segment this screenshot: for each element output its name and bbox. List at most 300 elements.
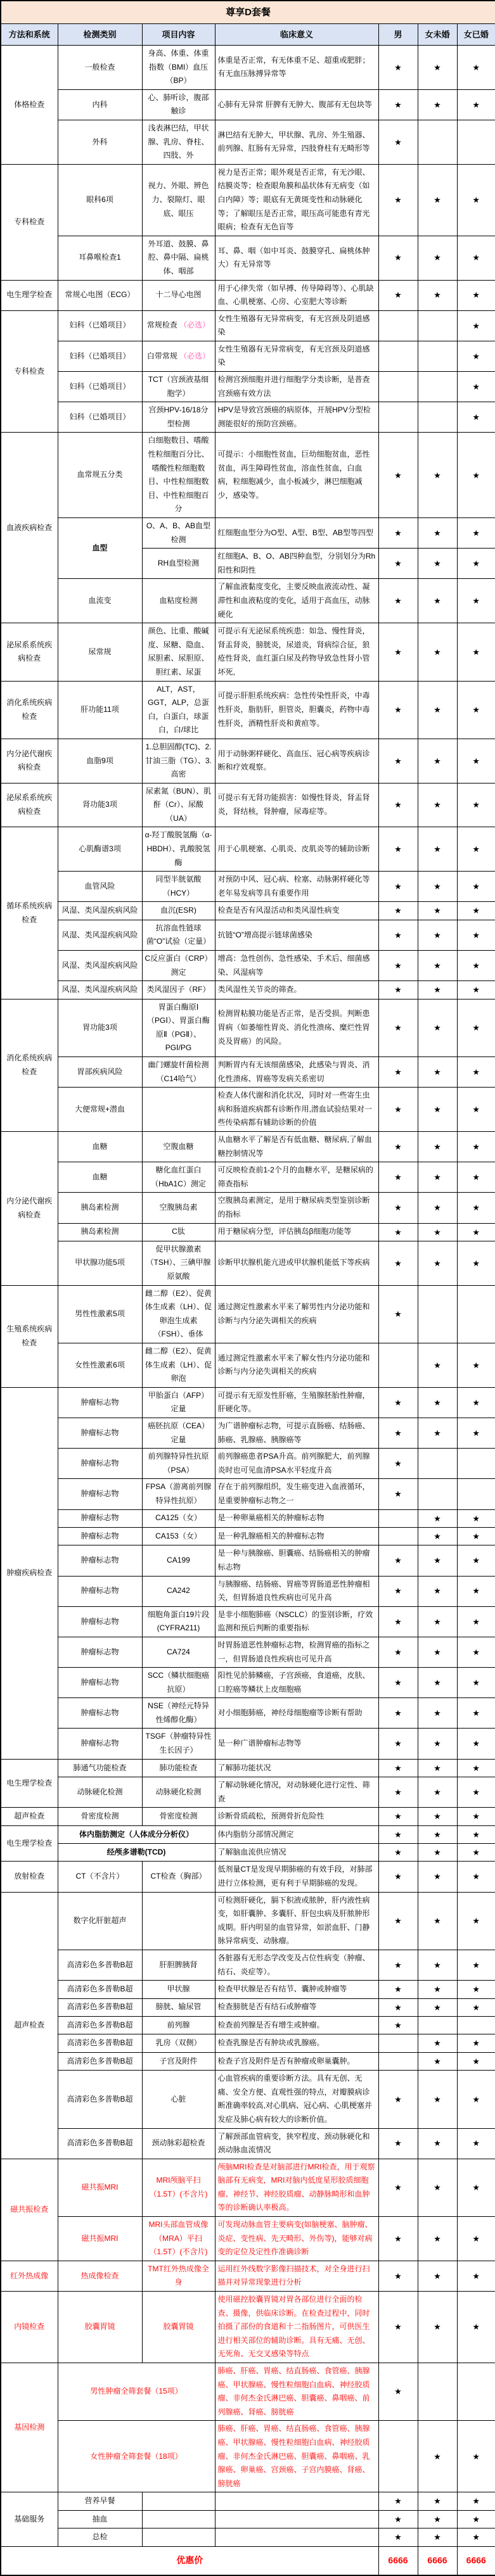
star-female-unmarried: ★ bbox=[418, 2034, 457, 2052]
column-header-5: 女未婚 bbox=[418, 24, 457, 46]
star-male: ★ bbox=[378, 2510, 418, 2528]
star-female-married bbox=[457, 1449, 495, 1479]
item-cell: SCC（鳞状细胞癌抗原） bbox=[142, 1668, 215, 1698]
star-male: ★ bbox=[378, 1131, 418, 1162]
clinical-meaning-cell: 用于糖尿病分型，评估胰岛β细胞功能等 bbox=[215, 1223, 378, 1241]
star-female-married: ★ bbox=[457, 46, 495, 90]
star-female-married bbox=[457, 120, 495, 164]
clinical-meaning-cell: 从血糖水平了解是否有低血糖、糖尿病,了解血糖控制情况等 bbox=[215, 1131, 378, 1162]
star-female-married: ★ bbox=[457, 2128, 495, 2159]
category-cell: 高清彩色多普勒B超 bbox=[58, 2071, 142, 2128]
table-row bbox=[1, 872, 495, 902]
star-female-married: ★ bbox=[457, 1637, 495, 1667]
clinical-meaning-cell bbox=[215, 2510, 378, 2528]
system-cell: 生殖系统疾病检查 bbox=[1, 1285, 58, 1387]
star-female-unmarried: ★ bbox=[418, 1527, 457, 1545]
star-female-unmarried: ★ bbox=[418, 1223, 457, 1241]
clinical-meaning-cell: 心血管疾病的重要诊断方法。具有无创、无痛、安全方便、直观性强的特点，对瓣膜病诊断准确率较高,对心肌病、冠心病、心肌梗塞并发症及肺心病有较大的诊断价值。 bbox=[215, 2071, 378, 2128]
category-cell: 尿常规 bbox=[58, 623, 142, 681]
item-cell: 乳房（双侧） bbox=[142, 2034, 215, 2052]
star-female-married: ★ bbox=[457, 2071, 495, 2128]
table-row bbox=[1, 2071, 495, 2128]
system-cell: 红外热成像 bbox=[1, 2261, 58, 2291]
system-cell: 血液疾病检查 bbox=[1, 433, 58, 623]
clinical-meaning-cell: 阳性见於肺鳞癌，子宫颈癌，食道癌，皮肤、口腔癌等鳞状上皮细胞癌 bbox=[215, 1668, 378, 1698]
item-cell: 促甲状腺激素（TSH）、三碘甲腺原氨酸 bbox=[142, 1241, 215, 1285]
star-male: ★ bbox=[378, 783, 418, 827]
category-cell: 大便常规+潜血 bbox=[58, 1088, 142, 1132]
item-cell: TSGF（肿瘤特异性生长因子） bbox=[142, 1729, 215, 1759]
star-male: ★ bbox=[378, 1825, 418, 1843]
category-cell: 动脉硬化检测 bbox=[58, 1777, 142, 1808]
star-male: ★ bbox=[378, 1844, 418, 1862]
category-cell: 肿瘤标志物 bbox=[58, 1729, 142, 1759]
star-male: ★ bbox=[378, 1088, 418, 1132]
clinical-meaning-cell: 检查乳腺是否有肿块或乳腺癌。 bbox=[215, 2034, 378, 2052]
table-row bbox=[1, 280, 495, 310]
star-female-married: ★ bbox=[457, 1729, 495, 1759]
table-row bbox=[1, 1892, 495, 1950]
clinical-meaning-cell: 了解肺功能状况 bbox=[215, 1759, 378, 1777]
star-female-unmarried: ★ bbox=[418, 1808, 457, 1825]
star-female-married: ★ bbox=[457, 372, 495, 402]
star-male bbox=[378, 2034, 418, 2052]
clinical-meaning-cell: 心肺有无异常 肝脾有无肿大、腹部有无包块等 bbox=[215, 89, 378, 120]
star-female-married: ★ bbox=[457, 2421, 495, 2492]
table-row bbox=[1, 518, 495, 549]
star-female-unmarried bbox=[418, 372, 457, 402]
category-cell: 营养早餐 bbox=[58, 2492, 142, 2510]
star-male: ★ bbox=[378, 1056, 418, 1087]
star-male: ★ bbox=[378, 2261, 418, 2291]
clinical-meaning-cell: 通过测定性激素水平来了解女性内分泌功能和诊断与内分泌失调相关的疾病 bbox=[215, 1343, 378, 1388]
star-female-married: ★ bbox=[457, 2492, 495, 2510]
clinical-meaning-cell: 用于心律失常（如早搏、传导障碍等）、心肌缺血、心肌梗塞、心房、心室肥大等诊断 bbox=[215, 280, 378, 310]
item-cell: FPSA（游离前列腺特异性抗原） bbox=[142, 1479, 215, 1509]
category-cell: 肿瘤标志物 bbox=[58, 1509, 142, 1527]
item-cell: 颈动脉彩超检查 bbox=[142, 2128, 215, 2159]
category-cell: 肿瘤标志物 bbox=[58, 1418, 142, 1449]
column-header-6: 女已婚 bbox=[457, 24, 495, 46]
star-female-married: ★ bbox=[457, 2034, 495, 2052]
clinical-meaning-cell: 可提示有无泌尿系统疾患：如急、慢性肾炎，肾盂肾炎，膀胱炎，尿道炎，肾病综合征，狼疮性肾炎，血红蛋白尿及药物导致急性肾小管坏死, bbox=[215, 623, 378, 681]
star-male: ★ bbox=[378, 1223, 418, 1241]
category-cell: 高清彩色多普勒B超 bbox=[58, 2128, 142, 2159]
item-cell: 白带常规 （必选） bbox=[142, 341, 215, 371]
star-female-unmarried bbox=[418, 341, 457, 371]
star-female-married: ★ bbox=[457, 999, 495, 1056]
category-cell: 高清彩色多普勒B超 bbox=[58, 2034, 142, 2052]
table-row bbox=[1, 1825, 495, 1843]
table-row bbox=[1, 1527, 495, 1545]
category-cell: CT（不含片） bbox=[58, 1862, 142, 1892]
category-cell: 外科 bbox=[58, 120, 142, 164]
clinical-meaning-cell: 检测宫颈细胞并进行细胞学分类诊断，是普查宫颈癌有效方法 bbox=[215, 372, 378, 402]
clinical-meaning-cell: 用于心肌梗塞、心肌炎、皮肌炎等的辅助诊断 bbox=[215, 827, 378, 872]
star-female-unmarried: ★ bbox=[418, 1892, 457, 1950]
star-female-unmarried bbox=[418, 2363, 457, 2421]
star-male bbox=[378, 402, 418, 433]
clinical-meaning-cell: 检测胃粘膜功能是否正常，是否受损。判断患胃病（如萎缩性胃炎、消化性溃疡、糜烂性胃炎及胃癌）的风险。 bbox=[215, 999, 378, 1056]
item-cell: 类风湿因子（RF） bbox=[142, 981, 215, 999]
table-row bbox=[1, 2261, 495, 2291]
table-row bbox=[1, 1862, 495, 1892]
star-male: ★ bbox=[378, 1892, 418, 1950]
category-cell: 热成像检查 bbox=[58, 2261, 142, 2291]
star-male: ★ bbox=[378, 1950, 418, 1980]
star-male: ★ bbox=[378, 1637, 418, 1667]
table-row bbox=[1, 1698, 495, 1729]
star-female-married: ★ bbox=[457, 1576, 495, 1606]
item-cell: 浅表淋巴结，甲状腺、乳房、脊柱、四肢、外 bbox=[142, 120, 215, 164]
clinical-meaning-cell: 检查甲状腺是否有结节、囊肿或肿瘤等 bbox=[215, 1981, 378, 1998]
star-female-married: ★ bbox=[457, 1056, 495, 1087]
clinical-meaning-cell: 是一种与胰腺癌、胆囊癌、结肠癌相关的肿瘤标志物 bbox=[215, 1545, 378, 1576]
star-female-unmarried: ★ bbox=[418, 2159, 457, 2216]
star-female-married bbox=[457, 2016, 495, 2034]
star-female-unmarried: ★ bbox=[418, 1825, 457, 1843]
star-female-married: ★ bbox=[457, 1825, 495, 1843]
item-cell: 胶囊胃镜 bbox=[142, 2292, 215, 2363]
clinical-meaning-cell: 通过测定性激素水平来了解男性内分泌功能和诊断与内分泌失调相关的疾病 bbox=[215, 1285, 378, 1343]
category-cell: 血常规五分类 bbox=[58, 433, 142, 518]
table-row bbox=[1, 1479, 495, 1509]
required-note: （必选） bbox=[177, 320, 210, 330]
star-male: ★ bbox=[378, 681, 418, 739]
star-female-married: ★ bbox=[457, 920, 495, 950]
price-row bbox=[1, 2546, 495, 2575]
category-cell: 妇科（已婚项目） bbox=[58, 341, 142, 371]
category-cell: 女性肿瘤全筛套餐（18项） bbox=[58, 2421, 215, 2492]
star-female-unmarried: ★ bbox=[418, 46, 457, 90]
star-female-unmarried: ★ bbox=[418, 579, 457, 623]
table-row bbox=[1, 1509, 495, 1527]
item-cell: 十二导心电图 bbox=[142, 280, 215, 310]
system-cell: 电生理学检查 bbox=[1, 1759, 58, 1808]
star-male: ★ bbox=[378, 1808, 418, 1825]
clinical-meaning-cell: 低剂量CT是发现早期肺癌的有效手段，对肺部进行立体检测，更有利于早期肺癌的发现。 bbox=[215, 1862, 378, 1892]
clinical-meaning-cell: 可发现动脉血管主要病变(如脑梗塞、脑肿瘤、炎症、变性病、先天畸形、外伤等)，能够对病变的定位及定性作准确诊断 bbox=[215, 2217, 378, 2261]
item-cell: 肺功能检查 bbox=[142, 1759, 215, 1777]
table-row bbox=[1, 372, 495, 402]
table-row bbox=[1, 1998, 495, 2016]
item-cell: 抗溶血性链球菌“O”试验（定量） bbox=[142, 920, 215, 950]
star-male: ★ bbox=[378, 920, 418, 950]
star-female-married: ★ bbox=[457, 1545, 495, 1576]
star-male: ★ bbox=[378, 120, 418, 164]
table-row bbox=[1, 433, 495, 518]
category-cell: 妇科（已婚项目） bbox=[58, 310, 142, 341]
star-male: ★ bbox=[378, 2159, 418, 2216]
clinical-meaning-cell: 检查前列腺是否有增生或肿瘤。 bbox=[215, 2016, 378, 2034]
star-male: ★ bbox=[378, 89, 418, 120]
star-female-married: ★ bbox=[457, 1844, 495, 1862]
star-female-unmarried bbox=[418, 1449, 457, 1479]
table-row bbox=[1, 2510, 495, 2528]
clinical-meaning-cell: 前列腺癌患者PSA升高。前列腺肥大，前列腺炎时也可见血清PSA水平轻度升高 bbox=[215, 1449, 378, 1479]
star-male bbox=[378, 1343, 418, 1388]
star-female-married: ★ bbox=[457, 1088, 495, 1132]
star-male: ★ bbox=[378, 739, 418, 783]
category-cell: 甲状腺功能5项 bbox=[58, 1241, 142, 1285]
star-female-unmarried: ★ bbox=[418, 1056, 457, 1087]
category-cell: 血型 bbox=[58, 518, 142, 579]
item-cell: 外耳道、鼓膜、鼻腔、鼻中隔、扁桃体、咽部 bbox=[142, 236, 215, 280]
star-male: ★ bbox=[378, 1162, 418, 1193]
item-cell: 骨密度检测 bbox=[142, 1808, 215, 1825]
table-row bbox=[1, 2034, 495, 2052]
star-male: ★ bbox=[378, 1479, 418, 1509]
star-female-married: ★ bbox=[457, 1509, 495, 1527]
clinical-meaning-cell: 可检测肝硬化，膈下积液或脓肿，肝内液性病变，如肝囊肿、多囊肝、肝包虫病及肝脓肿形成期。肝内明显的血管异常，如淤血肝、门静脉异常病变、动脉瘤。 bbox=[215, 1892, 378, 1950]
clinical-meaning-cell: 可提示肝胆系统疾病：急性传染性肝炎，中毒性肝炎，脂肪肝，胆管炎，胆囊炎，药物中毒性肝炎，酒精性肝炎和黄疸等。 bbox=[215, 681, 378, 739]
clinical-meaning-cell: 增高：急性创伤、急性感染、手术后、细菌感染、风湿病等 bbox=[215, 951, 378, 981]
system-cell: 循环系统疾病检查 bbox=[1, 827, 58, 999]
clinical-meaning-cell: 了解颈部血管病变，狭窄程度、颈动脉硬化和颈动脉血流情况 bbox=[215, 2128, 378, 2159]
star-male: ★ bbox=[378, 1981, 418, 1998]
package-title: 尊享D套餐 bbox=[1, 1, 495, 24]
item-cell: 血沉(ESR) bbox=[142, 902, 215, 920]
star-female-unmarried: ★ bbox=[418, 1637, 457, 1667]
system-cell: 电生理学检查 bbox=[1, 1825, 58, 1862]
clinical-meaning-cell: 用于动脉粥样硬化、高血压、冠心病等疾病诊断和疗效观察。 bbox=[215, 739, 378, 783]
star-female-married: ★ bbox=[457, 1892, 495, 1950]
star-female-married: ★ bbox=[457, 872, 495, 902]
star-female-married: ★ bbox=[457, 1418, 495, 1449]
star-male bbox=[378, 1509, 418, 1527]
category-cell: 男性肿瘤全筛套餐（15项） bbox=[58, 2363, 215, 2421]
star-male: ★ bbox=[378, 1418, 418, 1449]
item-cell: α-羟丁酸脱氢酶（α-HBDH）、乳酸脱氢酶 bbox=[142, 827, 215, 872]
item-cell: 白细胞数目、嗜酸性粒细胞百分比、嗜酸性粒细胞数目、中性粒细胞数目、中性粒细胞百分 bbox=[142, 433, 215, 518]
star-female-married: ★ bbox=[457, 1698, 495, 1729]
clinical-meaning-cell bbox=[215, 2492, 378, 2510]
table-row bbox=[1, 1981, 495, 1998]
star-female-unmarried: ★ bbox=[418, 1545, 457, 1576]
table-row bbox=[1, 1576, 495, 1606]
table-row bbox=[1, 783, 495, 827]
system-cell: 消化系统疾病检查 bbox=[1, 681, 58, 739]
system-cell: 内分泌代谢疾病检查 bbox=[1, 1131, 58, 1285]
item-cell: 心、肺听诊，腹部触诊 bbox=[142, 89, 215, 120]
category-cell: 风湿、类风湿疾病风险 bbox=[58, 981, 142, 999]
star-female-unmarried: ★ bbox=[418, 1131, 457, 1162]
table-row bbox=[1, 46, 495, 90]
category-cell: 肿瘤标志物 bbox=[58, 1668, 142, 1698]
item-cell: 前列腺特异性抗原（PSA） bbox=[142, 1449, 215, 1479]
system-cell: 磁共振检查 bbox=[1, 2159, 58, 2261]
star-male: ★ bbox=[378, 2292, 418, 2363]
star-female-unmarried: ★ bbox=[418, 1668, 457, 1698]
clinical-meaning-cell: 红细胞A、B、O、AB四种血型，分别划分为Rh阳性和阴性 bbox=[215, 549, 378, 579]
star-female-unmarried: ★ bbox=[418, 2052, 457, 2070]
clinical-meaning-cell bbox=[215, 2528, 378, 2546]
star-male: ★ bbox=[378, 1759, 418, 1777]
price-female-unmarried: 6666 bbox=[418, 2546, 457, 2575]
star-female-married: ★ bbox=[457, 433, 495, 518]
clinical-meaning-cell: 抗链“O”增高提示链球菌感染 bbox=[215, 920, 378, 950]
star-female-married: ★ bbox=[457, 827, 495, 872]
clinical-meaning-cell: 与胰腺癌、结肠癌、胃癌等胃肠道恶性肿瘤相关，但胃肠道良性疾病也可见升高 bbox=[215, 1576, 378, 1606]
category-cell: 血流变 bbox=[58, 579, 142, 623]
table-row bbox=[1, 902, 495, 920]
item-cell bbox=[142, 1892, 215, 1950]
star-female-unmarried: ★ bbox=[418, 236, 457, 280]
clinical-meaning-cell: 了解脑血流供应情况 bbox=[215, 1844, 378, 1862]
clinical-meaning-cell: 淋巴结有无肿大，甲状腺、乳房、外生殖器、前列腺、肛肠有无异常，四肢脊柱有无畸形等 bbox=[215, 120, 378, 164]
star-female-unmarried bbox=[418, 120, 457, 164]
star-male: ★ bbox=[378, 999, 418, 1056]
clinical-meaning-cell: 可提示：小细胞性贫血，巨幼细胞贫血，恶性贫血，再生障碍性贫血，溶血性贫血，白血病，粒细胞减少，血小板减少，淋巴细胞减少，感染等。 bbox=[215, 433, 378, 518]
table-row bbox=[1, 999, 495, 1056]
clinical-meaning-cell: 肺癌、肝癌、胃癌、结直肠癌、食管癌、胰腺癌、甲状腺癌、慢性粒细胞白血病、神经胶质瘤、非何杰金氏淋巴癌、胆囊癌、鼻咽癌、前列腺癌、肾癌、膀胱癌 bbox=[215, 2363, 378, 2421]
table-row bbox=[1, 310, 495, 341]
star-female-unmarried: ★ bbox=[418, 2292, 457, 2363]
table-row bbox=[1, 2528, 495, 2546]
star-female-married: ★ bbox=[457, 2510, 495, 2528]
star-male: ★ bbox=[378, 164, 418, 236]
item-cell: 子宫及附件 bbox=[142, 2052, 215, 2070]
star-female-unmarried: ★ bbox=[418, 2510, 457, 2528]
category-cell: 一般检查 bbox=[58, 46, 142, 90]
category-cell: 磁共振MRI bbox=[58, 2159, 142, 2216]
star-male: ★ bbox=[378, 1193, 418, 1223]
column-header-4: 男 bbox=[378, 24, 418, 46]
category-cell: 胰岛素检测 bbox=[58, 1223, 142, 1241]
item-cell: 尿素氮（BUN）、肌酐（Cr）、尿酸（UA） bbox=[142, 783, 215, 827]
item-cell: 视力、外眼、辨色力、裂隙灯、眼底、眼压 bbox=[142, 164, 215, 236]
table-row bbox=[1, 1759, 495, 1777]
item-cell: CA125（女） bbox=[142, 1509, 215, 1527]
clinical-meaning-cell: 视力是否正常；眼外观是否正常，有无沙眼、结膜炎等；检查眼角膜和晶状体有无病变（如白内障）等；眼底有无黄斑变性和动脉硬化等；了解眼压是否正常，眼压高可能患有青光眼病；检查有无色盲等 bbox=[215, 164, 378, 236]
star-female-unmarried: ★ bbox=[418, 902, 457, 920]
table-row bbox=[1, 1449, 495, 1479]
clinical-meaning-cell: 时胃肠道恶性肿瘤标志物，检测胃癌的指标之一，但胃肠道良性疾病也可见升高 bbox=[215, 1637, 378, 1667]
table-row bbox=[1, 1131, 495, 1162]
item-cell: 雌二醇（E2）、促黄体生成素（LH）、促卵泡 bbox=[142, 1343, 215, 1388]
star-male: ★ bbox=[378, 1729, 418, 1759]
item-cell: CA724 bbox=[142, 1637, 215, 1667]
star-male bbox=[378, 310, 418, 341]
star-female-married: ★ bbox=[457, 1759, 495, 1777]
star-male: ★ bbox=[378, 1862, 418, 1892]
star-female-unmarried: ★ bbox=[418, 2128, 457, 2159]
clinical-meaning-cell: 肺癌、肝癌、胃癌、结直肠癌、食管癌、胰腺癌、甲状腺癌、慢性粒细胞白血病、神经胶质瘤、非何杰金氏淋巴癌、胆囊癌、鼻咽癌、乳腺癌、卵巢癌、宫颈癌、子宫内膜癌、肾癌、膀胱癌 bbox=[215, 2421, 378, 2492]
star-female-married: ★ bbox=[457, 1998, 495, 2016]
table-row bbox=[1, 341, 495, 371]
system-cell: 体格检查 bbox=[1, 46, 58, 165]
table-row bbox=[1, 2016, 495, 2034]
item-cell: C肽 bbox=[142, 1223, 215, 1241]
star-male bbox=[378, 2421, 418, 2492]
clinical-meaning-cell: 是一种广谱肿瘤标志物等 bbox=[215, 1729, 378, 1759]
item-cell: 甲胎蛋白（AFP）定量 bbox=[142, 1387, 215, 1418]
star-female-unmarried: ★ bbox=[418, 1998, 457, 2016]
star-female-unmarried: ★ bbox=[418, 951, 457, 981]
star-male: ★ bbox=[378, 1576, 418, 1606]
table-row bbox=[1, 164, 495, 236]
item-cell bbox=[142, 1088, 215, 1132]
item-cell: 同型半胱氨酸（HCY） bbox=[142, 872, 215, 902]
category-cell: 高清彩色多普勒B超 bbox=[58, 1998, 142, 2016]
star-female-married bbox=[457, 1285, 495, 1343]
star-female-married: ★ bbox=[457, 1343, 495, 1388]
star-female-unmarried: ★ bbox=[418, 1844, 457, 1862]
star-male: ★ bbox=[378, 549, 418, 579]
star-female-unmarried: ★ bbox=[418, 1576, 457, 1606]
category-cell: 肿瘤标志物 bbox=[58, 1449, 142, 1479]
star-male: ★ bbox=[378, 518, 418, 549]
star-male: ★ bbox=[378, 872, 418, 902]
table-row bbox=[1, 1223, 495, 1241]
category-cell: 肿瘤标志物 bbox=[58, 1545, 142, 1576]
category-cell: 高清彩色多普勒B超 bbox=[58, 1981, 142, 1998]
star-female-unmarried: ★ bbox=[418, 518, 457, 549]
table-row bbox=[1, 1950, 495, 1980]
table-row bbox=[1, 2421, 495, 2492]
item-cell: 血粘度检测 bbox=[142, 579, 215, 623]
category-cell: 女性性激素6项 bbox=[58, 1343, 142, 1388]
star-male: ★ bbox=[378, 2492, 418, 2510]
item-cell: 宫颈HPV-16/18分型检测 bbox=[142, 402, 215, 433]
star-female-unmarried: ★ bbox=[418, 1162, 457, 1193]
star-female-unmarried: ★ bbox=[418, 2421, 457, 2492]
category-cell: 胃功能3项 bbox=[58, 999, 142, 1056]
table-row bbox=[1, 1637, 495, 1667]
star-female-married: ★ bbox=[457, 1223, 495, 1241]
star-male: ★ bbox=[378, 1698, 418, 1729]
category-cell: 风湿、类风湿疾病风险 bbox=[58, 951, 142, 981]
star-female-unmarried: ★ bbox=[418, 1509, 457, 1527]
clinical-meaning-cell: 诊断甲状腺机能亢进或甲状腺机能低下等疾病 bbox=[215, 1241, 378, 1285]
star-female-married bbox=[457, 2363, 495, 2421]
star-female-unmarried: ★ bbox=[418, 2261, 457, 2291]
item-cell: 空腹胰岛素 bbox=[142, 1193, 215, 1223]
star-male: ★ bbox=[378, 1606, 418, 1637]
star-female-married: ★ bbox=[457, 236, 495, 280]
star-male: ★ bbox=[378, 1241, 418, 1285]
star-female-married: ★ bbox=[457, 951, 495, 981]
item-cell: 空腹血糖 bbox=[142, 1131, 215, 1162]
table-row bbox=[1, 827, 495, 872]
table-row bbox=[1, 1844, 495, 1862]
clinical-meaning-cell: 是一种乳腺癌相关的肿瘤标志物 bbox=[215, 1527, 378, 1545]
item-cell: 幽门螺旋杆菌检测（C14哈气） bbox=[142, 1056, 215, 1087]
clinical-meaning-cell: 颅脑MRI检查是对脑部进行MRI检查，用于观察脑部有无病变，MRI对脑内低度星形胶质细胞瘤、神经节、神经胶质瘤、动静脉畸形和血肿等的诊断确认率极高。 bbox=[215, 2159, 378, 2216]
category-cell: 妇科（已婚项目） bbox=[58, 372, 142, 402]
star-male: ★ bbox=[378, 1777, 418, 1808]
category-cell: 男性性激素5项 bbox=[58, 1285, 142, 1343]
column-header-0: 方法和系统 bbox=[1, 24, 58, 46]
system-cell: 泌尿系系统疾病检查 bbox=[1, 623, 58, 681]
star-female-married: ★ bbox=[457, 681, 495, 739]
star-male: ★ bbox=[378, 1449, 418, 1479]
table-row bbox=[1, 623, 495, 681]
item-cell: 细胞角蛋白19片段(CYFRA211) bbox=[142, 1606, 215, 1637]
star-male: ★ bbox=[378, 951, 418, 981]
star-female-unmarried: ★ bbox=[418, 1698, 457, 1729]
star-female-married: ★ bbox=[457, 89, 495, 120]
table-row bbox=[1, 981, 495, 999]
star-female-married: ★ bbox=[457, 623, 495, 681]
star-female-unmarried: ★ bbox=[418, 549, 457, 579]
star-male bbox=[378, 1527, 418, 1545]
star-female-married: ★ bbox=[457, 518, 495, 549]
star-female-married: ★ bbox=[457, 981, 495, 999]
star-male bbox=[378, 2052, 418, 2070]
table-row bbox=[1, 1387, 495, 1418]
clinical-meaning-cell: 使用磁控胶囊胃镜对胃各部位进行全面的检查、摄像，供临床诊断。在检查过程中，同时拍摄了部份的食道和十二指肠图片，可供医生进行相关部位的辅助诊断。具有无痛、无创、无死角、无交叉感染等特点 bbox=[215, 2292, 378, 2363]
